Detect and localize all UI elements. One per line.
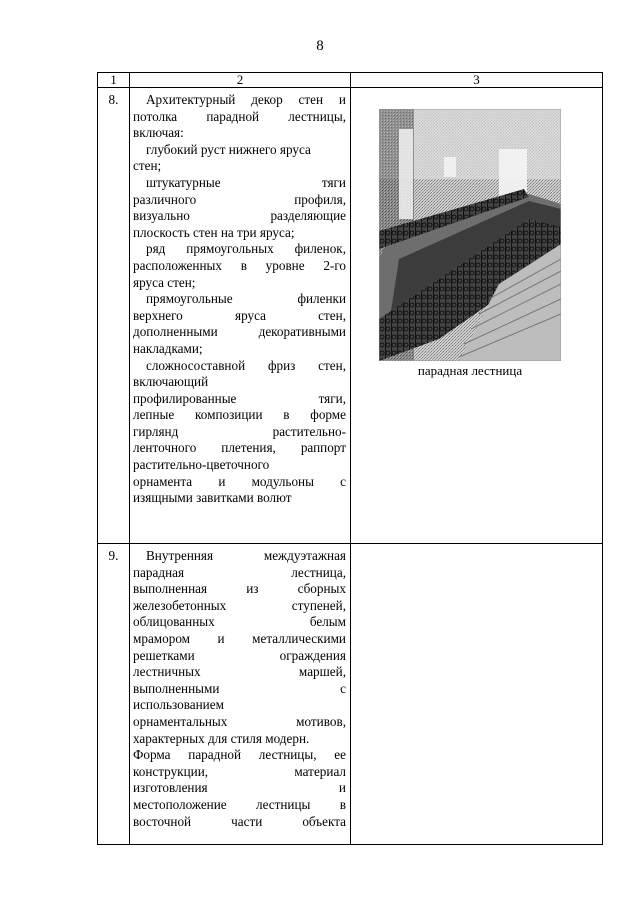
text-line: различного профиля,: [133, 191, 346, 207]
description-paragraph: [133, 358, 346, 375]
text-line: дополненными декоративными: [133, 324, 346, 340]
text-line: выполненными с: [133, 680, 346, 696]
text-line: использованием: [133, 697, 224, 713]
table-header-row: [98, 73, 603, 88]
text-line: парадная лестница,: [133, 564, 346, 580]
description-paragraph: [133, 192, 346, 242]
table-row: [98, 88, 603, 544]
row-description: [130, 544, 351, 845]
text-line: стен;: [133, 158, 162, 174]
text-line: железобетонных ступеней,: [133, 597, 346, 613]
description-paragraph: [133, 109, 346, 142]
description-paragraph: [133, 374, 346, 507]
text-line: выполненная из сборных: [133, 581, 346, 597]
staircase-photo: [379, 109, 561, 361]
monument-features-table: [97, 72, 603, 845]
header-cell-1: 1: [98, 73, 130, 88]
text-line: восточной части объекта: [133, 813, 346, 829]
row-number: 8.: [98, 88, 130, 544]
text-line: профилированные тяги,: [133, 390, 346, 406]
text-line: Внутренняя междуэтажная: [146, 548, 346, 563]
text-line: характерных для стиля модерн.: [133, 730, 310, 746]
text-line: решетками ограждения: [133, 647, 346, 663]
text-line: облицованных белым: [133, 614, 346, 630]
text-line: ряд прямоугольных филенок,: [146, 241, 346, 257]
description-paragraph: [133, 241, 346, 258]
text-line: сложносоставной фриз стен,: [146, 357, 346, 373]
description-paragraph: [133, 258, 346, 291]
description-paragraph: [133, 548, 346, 565]
text-line: лепные композиции в форме: [133, 407, 346, 423]
text-line: гирлянд растительно-: [133, 423, 346, 439]
header-cell-2: 2: [130, 73, 351, 88]
text-line: штукатурные тяги: [146, 174, 346, 190]
text-line: плоскость стен на три яруса;: [133, 224, 295, 240]
row-description: [130, 88, 351, 544]
table-row: [98, 544, 603, 845]
text-line: визуально разделяющие: [133, 208, 346, 224]
text-line: конструкции, материал: [133, 763, 346, 779]
text-line: Архитектурный декор стен и: [146, 92, 346, 107]
description-paragraph: [133, 142, 346, 159]
text-line: Форма парадной лестницы, ее: [133, 747, 346, 763]
row-number: 9.: [98, 544, 130, 845]
row-illustration: [351, 88, 603, 544]
row-illustration-empty: [351, 544, 603, 845]
text-line: включая:: [133, 125, 184, 141]
description-paragraph: [133, 175, 346, 192]
text-line: накладками;: [133, 340, 203, 356]
text-line: прямоугольные филенки: [146, 291, 346, 307]
text-line: лестничных маршей,: [133, 664, 346, 680]
text-line: изготовления и: [133, 780, 346, 796]
photo-figure: [379, 109, 561, 380]
photo-caption: парадная лестница: [417, 363, 523, 378]
description-paragraph: [133, 565, 346, 831]
text-line: верхнего яруса стен,: [133, 307, 346, 323]
text-line: местоположение лестницы в: [133, 796, 346, 812]
description-paragraph: [133, 92, 346, 109]
text-line: орнаментальных мотивов,: [133, 713, 346, 729]
text-line: изящными завитками волют: [133, 490, 292, 506]
text-line: глубокий руст нижнего яруса: [146, 141, 311, 157]
text-line: расположенных в уровне 2-го: [133, 257, 346, 273]
text-line: растительно-цветочного: [133, 457, 270, 473]
description-paragraph: [133, 308, 346, 358]
description-paragraph: [133, 291, 346, 308]
description-paragraph: [133, 158, 346, 175]
text-line: орнамента и модульоны с: [133, 473, 346, 489]
text-line: включающий: [133, 374, 209, 390]
text-line: потолка парадной лестницы,: [133, 108, 346, 124]
text-line: яруса стен;: [133, 274, 196, 290]
text-line: мрамором и металлическими: [133, 630, 346, 646]
page-number: 8: [316, 38, 324, 54]
header-cell-3: 3: [351, 73, 603, 88]
text-line: ленточного плетения, раппорт: [133, 440, 346, 456]
